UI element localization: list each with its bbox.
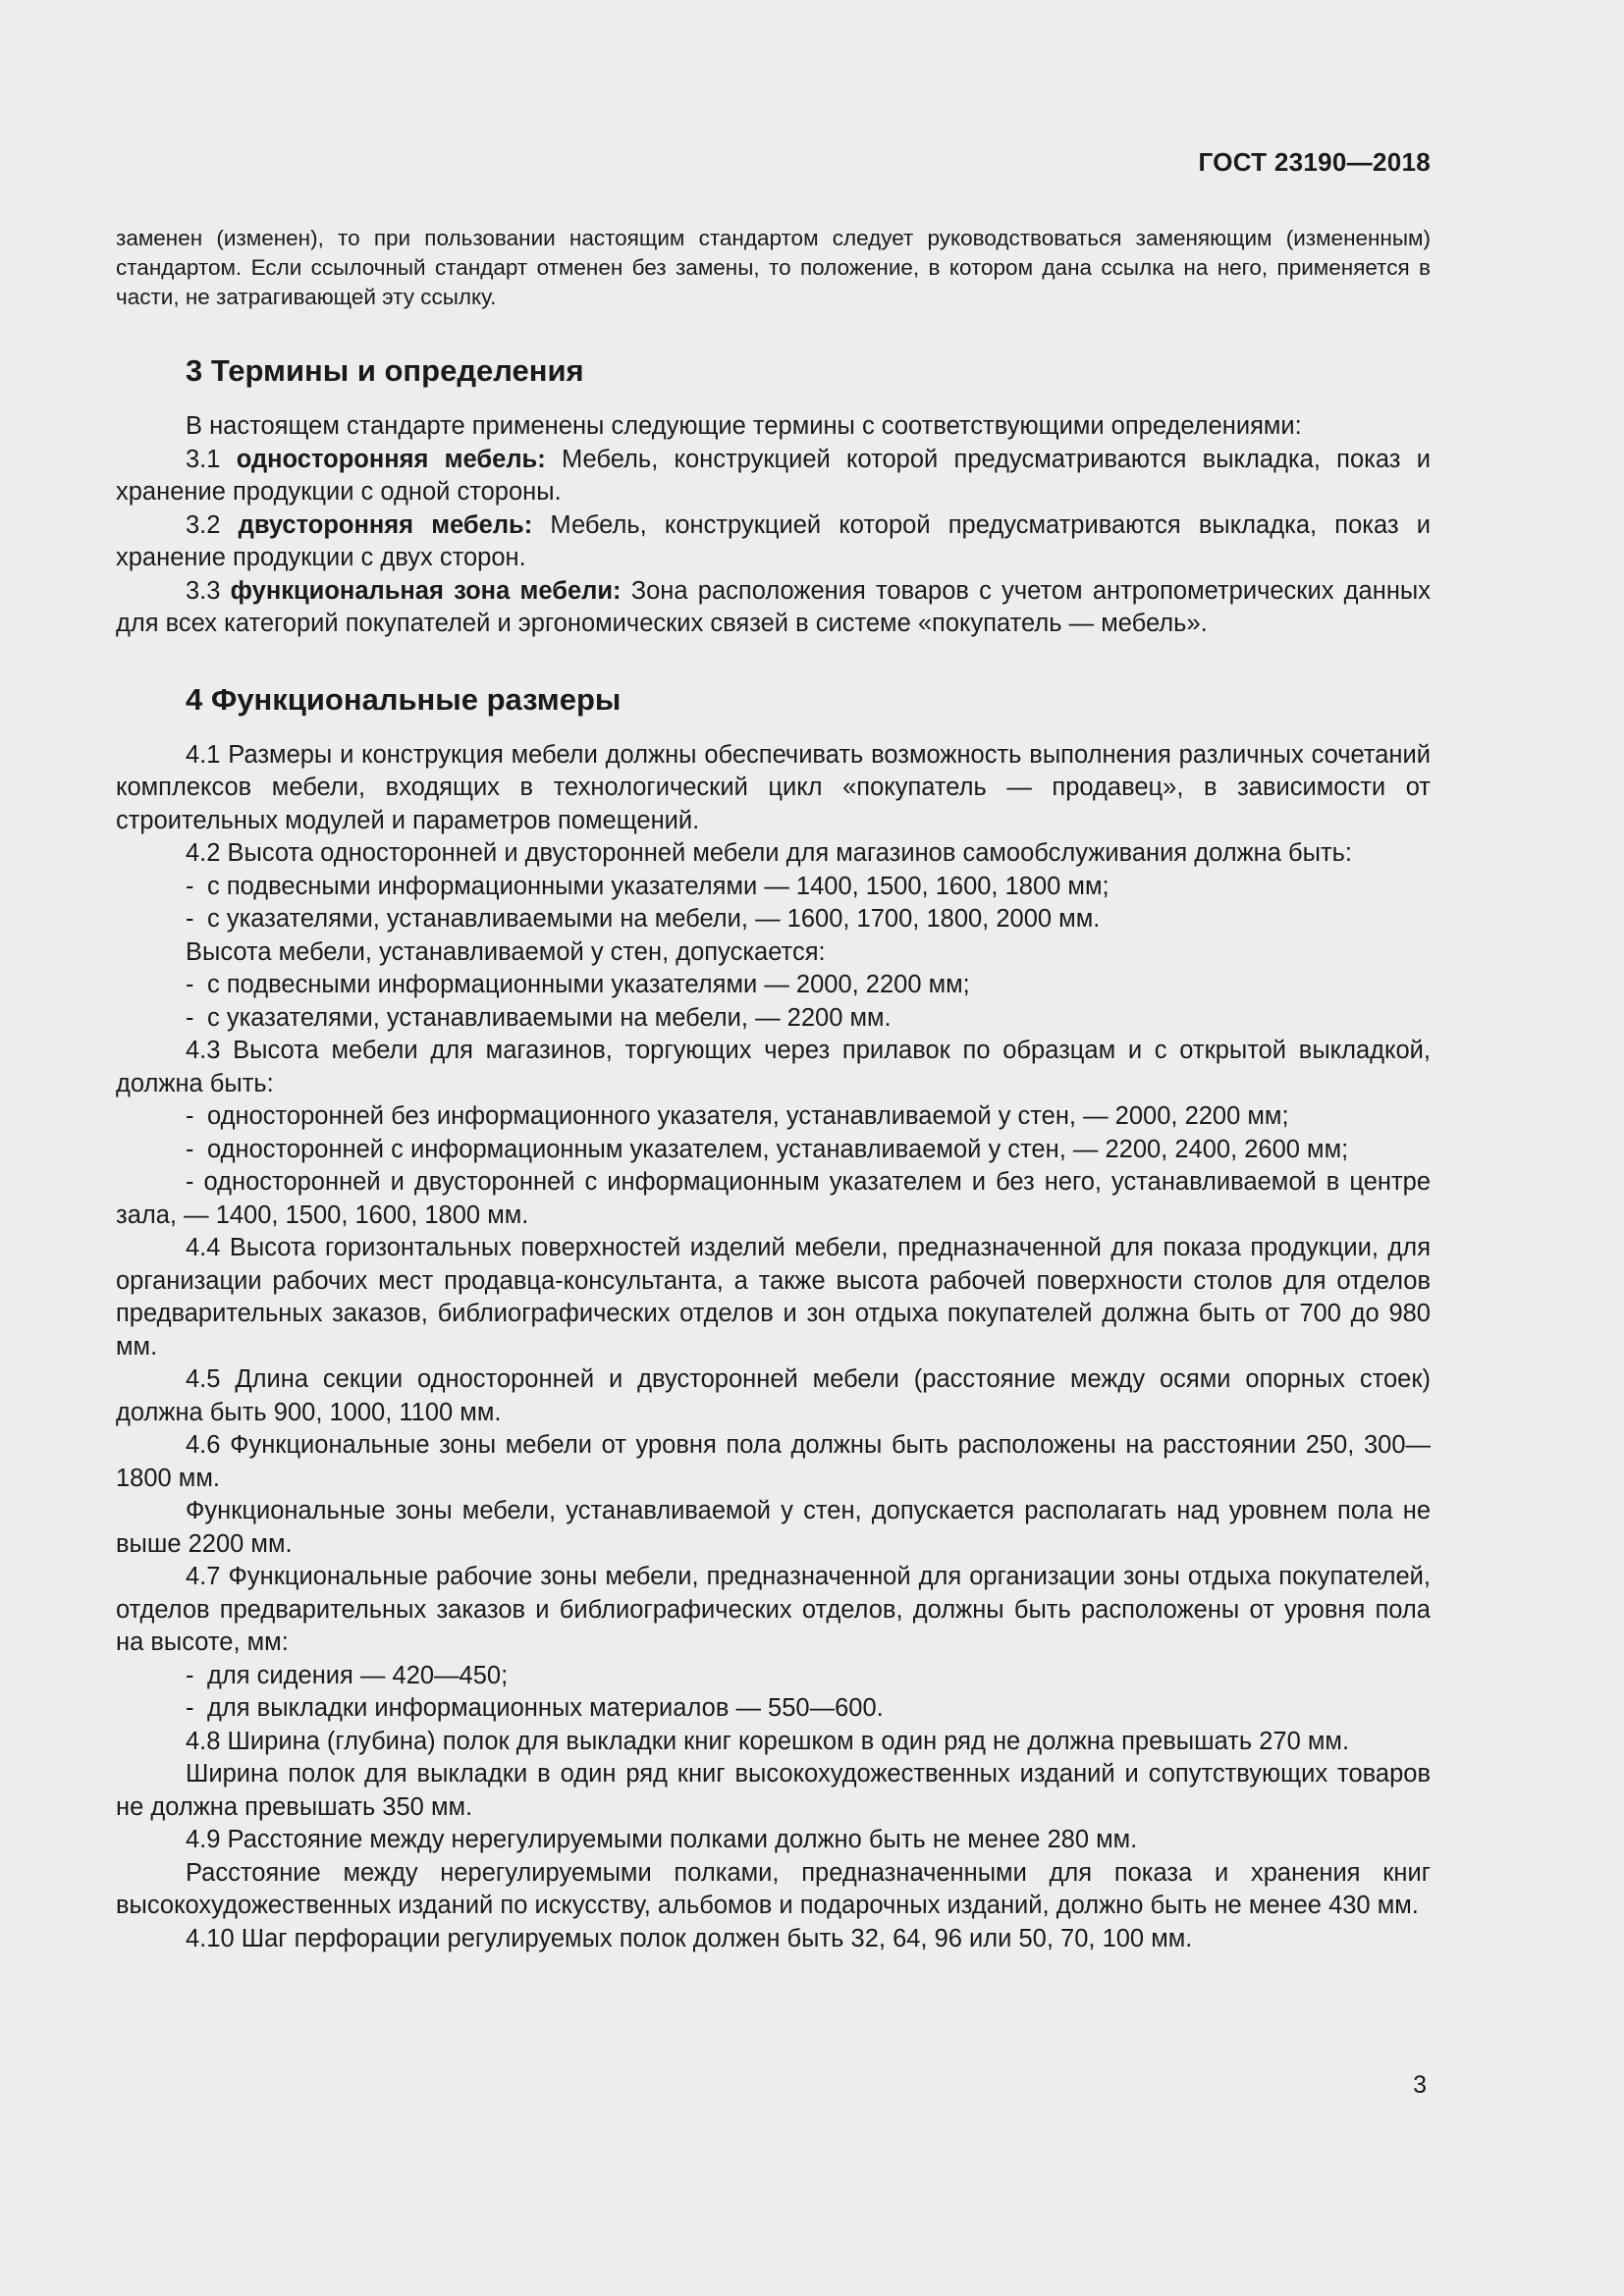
list-item: - односторонней с информационным указателем, устанавливаемой у стен, — 2200, 2400, 2600 мм; (116, 1134, 1431, 1167)
clause-4-6: 4.6 Функциональные зоны мебели от уровня пола должны быть расположены на расстоянии 250, 300—1800 мм. (116, 1431, 1431, 1492)
page-content (116, 224, 1431, 1955)
term-number: 3.2 (186, 510, 239, 539)
page-number: 3 (1413, 2071, 1427, 2099)
term-name: односторонняя мебель: (236, 445, 546, 473)
clause-4-8-note: Ширина полок для выкладки в один ряд книг высокохудожественных изданий и сопутствующих товаров не должна превышать 350 мм. (116, 1760, 1431, 1821)
clause-4-10: 4.10 Шаг перфорации регулируемых полок должен быть 32, 64, 96 или 50, 70, 100 мм. (186, 1924, 1193, 1952)
term-number: 3.1 (186, 445, 237, 473)
section-3-title: 3 Термины и определения (186, 353, 584, 388)
clause-4-7: 4.7 Функциональные рабочие зоны мебели, предназначенной для организации зоны отдыха покупателей, отделов предварительных заказов и библиографических отделов, должны быть расположены от уровня пола на высоте, мм: (116, 1563, 1431, 1656)
clause-4-3: 4.3 Высота мебели для магазинов, торгующих через прилавок по образцам и с открытой выкладкой, должна быть: (116, 1037, 1431, 1097)
term-definition: Зона расположения товаров с учетом антропометрических данных для всех категорий покупателей и эргономических связей в системе «покупатель — мебель». (116, 576, 1431, 637)
list-item: - для сидения — 420—450; (116, 1660, 1431, 1693)
list-item: - для выкладки информационных материалов — 550—600. (116, 1692, 1431, 1726)
clause-4-2: 4.2 Высота односторонней и двусторонней мебели для магазинов самообслуживания должна быть: (186, 839, 1353, 867)
clause-4-2-note: Высота мебели, устанавливаемой у стен, допускается: (186, 937, 826, 966)
list-item: - с указателями, устанавливаемыми на мебели, — 2200 мм. (116, 1002, 1431, 1036)
section-3-lead: В настоящем стандарте применены следующие термины с соответствующими определениями: (186, 412, 1302, 440)
clause-4-1: 4.1 Размеры и конструкция мебели должны обеспечивать возможность выполнения различных сочетаний комплексов мебели, входящих в технологический цикл «покупатель — продавец», в зависимости от строительных модулей и параметров помещений. (116, 740, 1431, 834)
list-item: - с подвесными информационными указателями — 1400, 1500, 1600, 1800 мм; (116, 871, 1431, 904)
list-item: - с указателями, устанавливаемыми на мебели, — 1600, 1700, 1800, 2000 мм. (116, 903, 1431, 936)
term-3-2 (116, 509, 1431, 575)
term-definition: Мебель, конструкцией которой предусматриваются выкладка, показ и хранение продукции с двух сторон. (116, 510, 1431, 571)
term-definition: Мебель, конструкцией которой предусматриваются выкладка, показ и хранение продукции с одной стороны. (116, 445, 1431, 506)
intro-paragraph: заменен (изменен), то при пользовании настоящим стандартом следует руководствоваться заменяющим (измененным) стандартом. Если ссылочный стандарт отменен без замены, то положение, в котором дана ссылка на него, применяется в части, не затрагивающей эту ссылку. (116, 226, 1431, 309)
term-number: 3.3 (186, 576, 231, 605)
standard-code: ГОСТ 23190—2018 (1198, 147, 1431, 177)
clause-4-5: 4.5 Длина секции односторонней и двусторонней мебели (расстояние между осями опорных стоек) должна быть 900, 1000, 1100 мм. (116, 1365, 1431, 1426)
clause-4-4: 4.4 Высота горизонтальных поверхностей изделий мебели, предназначенной для показа продукции, для организации рабочих мест продавца-консультанта, а также высота рабочей поверхности столов для отделов предварительных заказов, библиографических отделов и зон отдыха покупателей должна быть от 700 до 980 мм. (116, 1234, 1431, 1361)
list-item: - односторонней без информационного указателя, устанавливаемой у стен, — 2000, 2200 мм; (116, 1100, 1431, 1134)
clause-4-9-note: Расстояние между нерегулируемыми полками, предназначенными для показа и хранения книг высокохудожественных изданий по искусству, альбомов и подарочных изданий, должно быть не менее 430 мм. (116, 1858, 1431, 1919)
term-name: двусторонняя мебель: (238, 510, 533, 539)
clause-4-8: 4.8 Ширина (глубина) полок для выкладки книг корешком в один ряд не должна превышать 270 мм. (186, 1727, 1350, 1755)
clause-4-6-note: Функциональные зоны мебели, устанавливаемой у стен, допускается располагать над уровнем пола не выше 2200 мм. (116, 1497, 1431, 1558)
clause-4-9: 4.9 Расстояние между нерегулируемыми полками должно быть не менее 280 мм. (186, 1826, 1138, 1853)
list-item: - односторонней и двусторонней с информационным указателем и без него, устанавливаемой в центре зала, — 1400, 1500, 1600, 1800 мм. (116, 1166, 1431, 1232)
term-3-1 (116, 444, 1431, 509)
term-3-3 (116, 575, 1431, 641)
list-item: - с подвесными информационными указателями — 2000, 2200 мм; (116, 969, 1431, 1002)
term-name: функциональная зона мебели: (230, 576, 622, 605)
section-4-title: 4 Функциональные размеры (186, 681, 622, 717)
